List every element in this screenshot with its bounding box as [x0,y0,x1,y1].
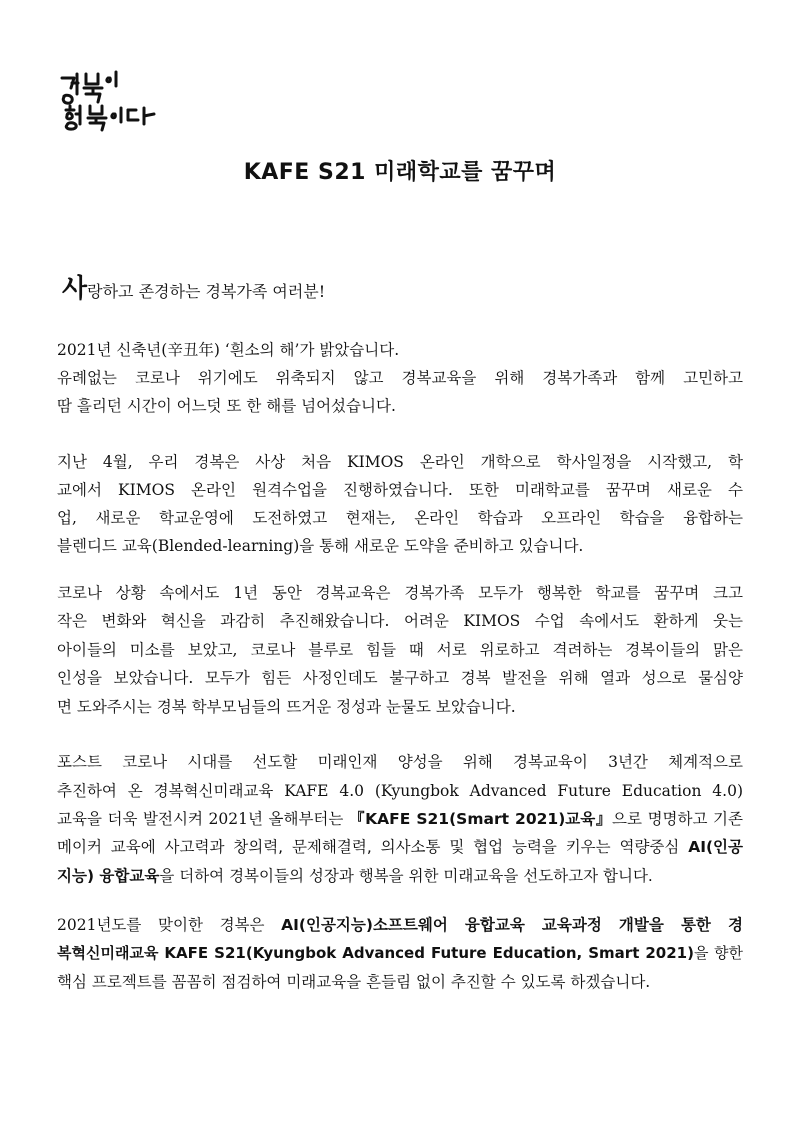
kafe-s21-full-emphasis: 복혁신미래교육 KAFE S21(Kyungbok Advanced Future Education, Smart 2021) [57,944,694,962]
p5-line-2 [57,941,743,965]
ai-convergence-emphasis: 지능) 융합교육 [57,867,160,885]
calligraphy-logo-image [58,70,168,132]
kafe-s21-emphasis: 『KAFE S21(Smart 2021)교육』 [348,810,613,828]
p3-line-2: 작은 변화와 혁신을 과감히 추진해왔습니다. 어려운 KIMOS 수업 속에서도 환하게 웃는 [57,612,743,630]
p4-line-3 [57,807,743,831]
document-title: KAFE S21 미래학교를 꿈꾸며 [243,160,557,185]
p2-line-3: 업, 새로운 학교운영에 도전하였고 현재는, 온라인 학습과 오프라인 학습을 융합하는 [57,509,743,527]
p1-line-2: 유례없는 코로나 위기에도 위축되지 않고 경복교육을 위해 경복가족과 함께 고민하고 [57,369,743,387]
p2-line-4: 블렌디드 교육(Blended-learning)을 통해 새로운 도약을 준비하고 있습니다. [57,537,584,555]
p4-line-5 [57,864,743,888]
p3-line-4: 인성을 보았습니다. 모두가 힘든 사정인데도 불구하고 경복 발전을 위해 열과 성으로 물심양 [57,669,743,687]
greeting [62,268,325,305]
p4-line-4-text-a: 메이커 교육에 사고력과 창의력, 문제해결력, 의사소통 및 협업 능력을 키우는 역량중심 [57,838,689,856]
p5-line-1 [57,913,743,937]
p4-line-1: 포스트 코로나 시대를 선도할 미래인재 양성을 위해 경복교육이 3년간 체계적으로 [57,753,743,771]
greeting-text: 랑하고 존경하는 경복가족 여러분! [87,282,326,301]
greeting-initial: 사 [62,274,88,304]
p4-line-4 [57,835,743,859]
ai-software-emphasis: AI(인공지능)소프트웨어 융합교육 교육과정 개발을 통한 경 [281,916,743,934]
p5-line-1-text-a: 2021년도를 맞이한 경복은 [57,916,282,934]
p3-line-5: 면 도와주시는 경복 학부모님들의 뜨거운 정성과 눈물도 보았습니다. [57,698,516,716]
p1-line-1: 2021년 신축년(辛丑年) ‘흰소의 해’가 밝았습니다. [57,341,400,359]
p5-line-2-text-b: 을 향한 [693,944,743,962]
p3-line-3: 아이들의 미소를 보았고, 코로나 블루로 힘들 때 서로 위로하고 격려하는 경복이들의 맑은 [57,641,743,659]
ai-emphasis: AI(인공 [688,838,743,856]
p4-line-2: 추진하여 온 경복혁신미래교육 KAFE 4.0 (Kyungbok Advanced Future Education 4.0) [57,782,743,800]
p4-line-3-text-a: 교육을 더욱 발전시켜 2021년 올해부터는 [57,810,349,828]
p4-line-5-text-b: 을 더하여 경복이들의 성장과 행복을 위한 미래교육을 선도하고자 합니다. [159,867,653,885]
p2-line-1: 지난 4월, 우리 경복은 사상 처음 KIMOS 온라인 개학으로 학사일정을 시작했고, 학 [57,453,743,471]
p4-line-3-text-c: 으로 명명하고 기존 [612,810,743,828]
p5-line-3: 핵심 프로젝트를 꼼꼼히 점검하여 미래교육을 흔들림 없이 추진할 수 있도록 하겠습니다. [57,973,651,991]
p3-line-1: 코로나 상황 속에서도 1년 동안 경복교육은 경복가족 모두가 행복한 학교를 꿈꾸며 크고 [57,584,743,602]
p1-line-3: 땀 흘리던 시간이 어느덧 또 한 해를 넘어섰습니다. [57,397,396,415]
school-slogan-logo [58,70,168,132]
p2-line-2: 교에서 KIMOS 온라인 원격수업을 진행하였습니다. 또한 미래학교를 꿈꾸며 새로운 수 [57,481,743,499]
